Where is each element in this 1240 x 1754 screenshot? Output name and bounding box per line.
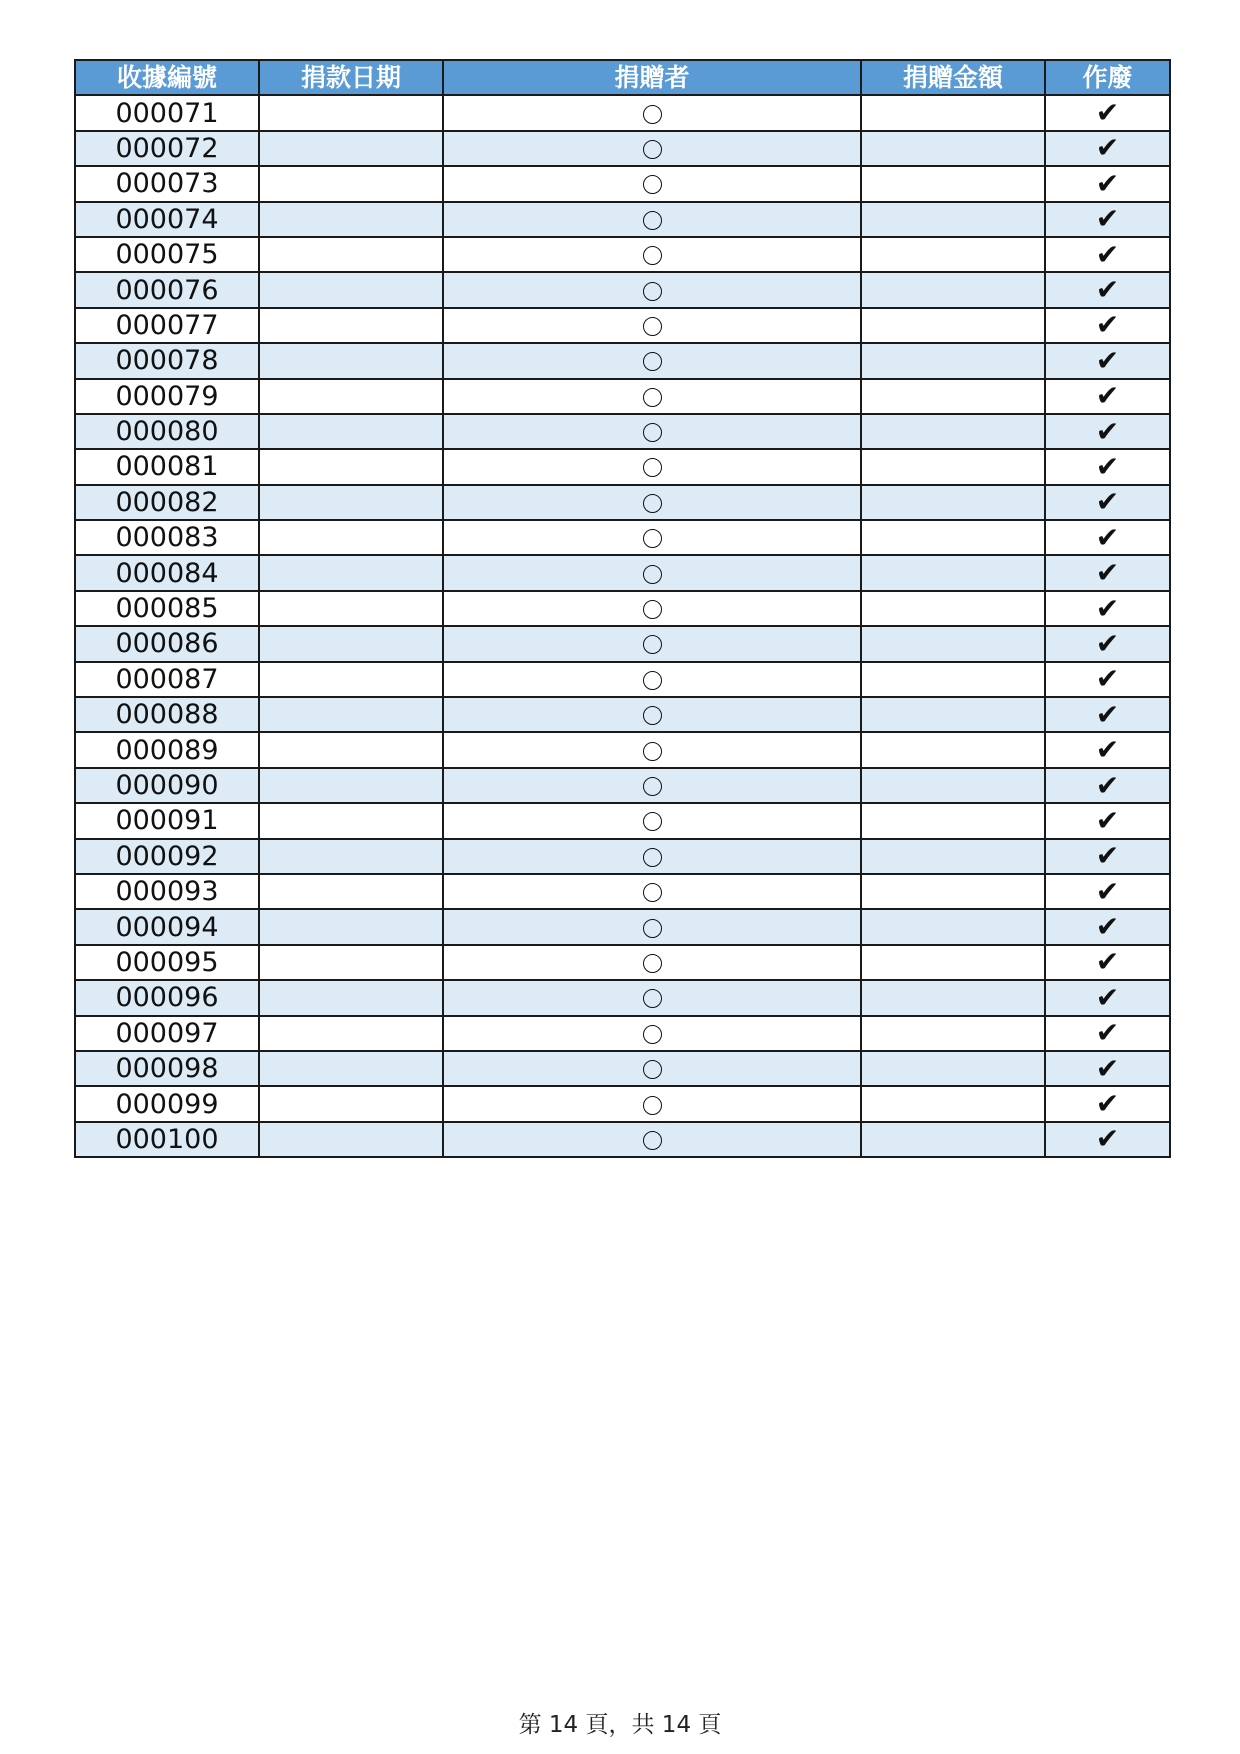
void-cell xyxy=(1045,768,1170,803)
checkmark-icon: ✔ xyxy=(1095,1087,1120,1121)
donor-cell xyxy=(443,343,861,378)
checkmark-icon: ✔ xyxy=(1095,839,1120,873)
receipt-number-cell: 000082 xyxy=(75,485,259,520)
checkmark-icon: ✔ xyxy=(1095,1122,1120,1156)
donation-amount-cell xyxy=(861,626,1045,661)
circle-icon xyxy=(643,140,662,159)
donation-amount-cell xyxy=(861,202,1045,237)
donation-date-cell xyxy=(259,1051,443,1086)
circle-icon xyxy=(643,1096,662,1115)
donor-cell xyxy=(443,166,861,201)
donation-date-cell xyxy=(259,662,443,697)
donor-cell xyxy=(443,520,861,555)
void-cell xyxy=(1045,485,1170,520)
void-cell xyxy=(1045,945,1170,980)
donation-amount-cell xyxy=(861,980,1045,1015)
void-cell xyxy=(1045,449,1170,484)
donation-date-cell xyxy=(259,1122,443,1157)
receipt-number-cell: 000072 xyxy=(75,131,259,166)
table-body xyxy=(75,95,1170,1157)
void-cell xyxy=(1045,980,1170,1015)
table-header xyxy=(75,60,1170,95)
circle-icon xyxy=(643,529,662,548)
checkmark-icon: ✔ xyxy=(1095,449,1120,483)
checkmark-icon: ✔ xyxy=(1095,591,1120,625)
circle-icon xyxy=(643,246,662,265)
header-void: 作廢 xyxy=(1045,60,1170,95)
donation-date-cell xyxy=(259,626,443,661)
table-row xyxy=(75,874,1170,909)
receipt-number-cell: 000093 xyxy=(75,874,259,909)
table-row xyxy=(75,520,1170,555)
circle-icon xyxy=(643,388,662,407)
donor-cell xyxy=(443,945,861,980)
donor-cell xyxy=(443,237,861,272)
donation-date-cell xyxy=(259,1016,443,1051)
donation-date-cell xyxy=(259,839,443,874)
donor-cell xyxy=(443,131,861,166)
donation-date-cell xyxy=(259,166,443,201)
circle-icon xyxy=(643,565,662,584)
donation-date-cell xyxy=(259,803,443,838)
receipt-number-cell: 000085 xyxy=(75,591,259,626)
table-row xyxy=(75,485,1170,520)
donor-cell xyxy=(443,591,861,626)
donation-date-cell xyxy=(259,237,443,272)
table-row xyxy=(75,803,1170,838)
donor-cell xyxy=(443,874,861,909)
receipt-number-cell: 000089 xyxy=(75,732,259,767)
table-row xyxy=(75,839,1170,874)
donation-amount-cell xyxy=(861,449,1045,484)
void-cell xyxy=(1045,591,1170,626)
receipt-number-cell: 000091 xyxy=(75,803,259,838)
void-cell xyxy=(1045,839,1170,874)
void-cell xyxy=(1045,166,1170,201)
donation-date-cell xyxy=(259,202,443,237)
receipt-number-cell: 000086 xyxy=(75,626,259,661)
table-row xyxy=(75,909,1170,944)
donation-amount-cell xyxy=(861,414,1045,449)
checkmark-icon: ✔ xyxy=(1095,520,1120,554)
circle-icon xyxy=(643,1025,662,1044)
void-cell xyxy=(1045,379,1170,414)
circle-icon xyxy=(643,954,662,973)
checkmark-icon: ✔ xyxy=(1095,131,1120,165)
circle-icon xyxy=(643,919,662,938)
table-row xyxy=(75,202,1170,237)
receipt-number-cell: 000090 xyxy=(75,768,259,803)
receipt-number-cell: 000099 xyxy=(75,1086,259,1121)
donation-amount-cell xyxy=(861,803,1045,838)
donation-amount-cell xyxy=(861,697,1045,732)
donation-date-cell xyxy=(259,131,443,166)
checkmark-icon: ✔ xyxy=(1095,96,1120,130)
receipt-number-cell: 000071 xyxy=(75,95,259,130)
donation-date-cell xyxy=(259,945,443,980)
void-cell xyxy=(1045,662,1170,697)
donation-date-cell xyxy=(259,909,443,944)
table-row xyxy=(75,662,1170,697)
donation-amount-cell xyxy=(861,237,1045,272)
donation-amount-cell xyxy=(861,272,1045,307)
header-donation-date: 捐款日期 xyxy=(259,60,443,95)
donor-cell xyxy=(443,768,861,803)
donor-cell xyxy=(443,1122,861,1157)
donor-cell xyxy=(443,626,861,661)
receipt-number-cell: 000074 xyxy=(75,202,259,237)
donation-amount-cell xyxy=(861,1016,1045,1051)
circle-icon xyxy=(643,352,662,371)
table-row xyxy=(75,591,1170,626)
circle-icon xyxy=(643,317,662,336)
void-cell xyxy=(1045,697,1170,732)
checkmark-icon: ✔ xyxy=(1095,733,1120,767)
checkmark-icon: ✔ xyxy=(1095,202,1120,236)
checkmark-icon: ✔ xyxy=(1095,980,1120,1014)
circle-icon xyxy=(643,848,662,867)
table-row xyxy=(75,945,1170,980)
donation-receipt-table xyxy=(74,59,1171,1158)
circle-icon xyxy=(643,423,662,442)
donation-amount-cell xyxy=(861,1122,1045,1157)
checkmark-icon: ✔ xyxy=(1095,414,1120,448)
donation-amount-cell xyxy=(861,131,1045,166)
circle-icon xyxy=(643,211,662,230)
circle-icon xyxy=(643,671,662,690)
checkmark-icon: ✔ xyxy=(1095,485,1120,519)
donation-amount-cell xyxy=(861,343,1045,378)
circle-icon xyxy=(643,742,662,761)
receipt-number-cell: 000100 xyxy=(75,1122,259,1157)
circle-icon xyxy=(643,1131,662,1150)
circle-icon xyxy=(643,883,662,902)
circle-icon xyxy=(643,600,662,619)
donor-cell xyxy=(443,272,861,307)
receipt-number-cell: 000078 xyxy=(75,343,259,378)
table-row xyxy=(75,626,1170,661)
circle-icon xyxy=(643,635,662,654)
table-row xyxy=(75,697,1170,732)
donation-amount-cell xyxy=(861,874,1045,909)
donation-date-cell xyxy=(259,768,443,803)
donation-amount-cell xyxy=(861,945,1045,980)
circle-icon xyxy=(643,175,662,194)
donation-date-cell xyxy=(259,732,443,767)
checkmark-icon: ✔ xyxy=(1095,910,1120,944)
receipt-number-cell: 000083 xyxy=(75,520,259,555)
table-row xyxy=(75,732,1170,767)
circle-icon xyxy=(643,494,662,513)
table-row xyxy=(75,379,1170,414)
donation-amount-cell xyxy=(861,308,1045,343)
void-cell xyxy=(1045,237,1170,272)
receipt-number-cell: 000095 xyxy=(75,945,259,980)
void-cell xyxy=(1045,1051,1170,1086)
donation-date-cell xyxy=(259,697,443,732)
void-cell xyxy=(1045,343,1170,378)
donor-cell xyxy=(443,839,861,874)
donation-amount-cell xyxy=(861,662,1045,697)
void-cell xyxy=(1045,555,1170,590)
donor-cell xyxy=(443,449,861,484)
donation-date-cell xyxy=(259,591,443,626)
checkmark-icon: ✔ xyxy=(1095,697,1120,731)
donation-date-cell xyxy=(259,1086,443,1121)
donor-cell xyxy=(443,732,861,767)
table-row xyxy=(75,131,1170,166)
receipt-number-cell: 000097 xyxy=(75,1016,259,1051)
donation-amount-cell xyxy=(861,95,1045,130)
receipt-number-cell: 000077 xyxy=(75,308,259,343)
circle-icon xyxy=(643,812,662,831)
checkmark-icon: ✔ xyxy=(1095,874,1120,908)
receipt-number-cell: 000087 xyxy=(75,662,259,697)
circle-icon xyxy=(643,777,662,796)
header-donation-amount: 捐贈金額 xyxy=(861,60,1045,95)
checkmark-icon: ✔ xyxy=(1095,237,1120,271)
checkmark-icon: ✔ xyxy=(1095,273,1120,307)
checkmark-icon: ✔ xyxy=(1095,1051,1120,1085)
void-cell xyxy=(1045,414,1170,449)
circle-icon xyxy=(643,105,662,124)
table-row xyxy=(75,768,1170,803)
void-cell xyxy=(1045,308,1170,343)
checkmark-icon: ✔ xyxy=(1095,768,1120,802)
donation-amount-cell xyxy=(861,1086,1045,1121)
table-row xyxy=(75,980,1170,1015)
receipt-number-cell: 000076 xyxy=(75,272,259,307)
donor-cell xyxy=(443,909,861,944)
donor-cell xyxy=(443,95,861,130)
donation-date-cell xyxy=(259,414,443,449)
page-footer: 第 14 頁，共 14 頁 xyxy=(518,1712,722,1738)
table-row xyxy=(75,308,1170,343)
donor-cell xyxy=(443,555,861,590)
void-cell xyxy=(1045,131,1170,166)
donation-date-cell xyxy=(259,95,443,130)
donation-date-cell xyxy=(259,308,443,343)
receipt-number-cell: 000084 xyxy=(75,555,259,590)
donation-amount-cell xyxy=(861,768,1045,803)
donation-date-cell xyxy=(259,520,443,555)
void-cell xyxy=(1045,803,1170,838)
donation-amount-cell xyxy=(861,909,1045,944)
donation-date-cell xyxy=(259,555,443,590)
circle-icon xyxy=(643,458,662,477)
donor-cell xyxy=(443,414,861,449)
header-row xyxy=(75,60,1170,95)
receipt-number-cell: 000088 xyxy=(75,697,259,732)
header-donor: 捐贈者 xyxy=(443,60,861,95)
receipt-number-cell: 000075 xyxy=(75,237,259,272)
donor-cell xyxy=(443,803,861,838)
donation-amount-cell xyxy=(861,591,1045,626)
table-row xyxy=(75,555,1170,590)
circle-icon xyxy=(643,706,662,725)
donation-amount-cell xyxy=(861,839,1045,874)
donation-amount-cell xyxy=(861,379,1045,414)
checkmark-icon: ✔ xyxy=(1095,379,1120,413)
checkmark-icon: ✔ xyxy=(1095,166,1120,200)
donor-cell xyxy=(443,485,861,520)
receipt-number-cell: 000080 xyxy=(75,414,259,449)
table-row xyxy=(75,1016,1170,1051)
void-cell xyxy=(1045,732,1170,767)
donation-date-cell xyxy=(259,449,443,484)
donor-cell xyxy=(443,1051,861,1086)
receipt-number-cell: 000081 xyxy=(75,449,259,484)
donation-amount-cell xyxy=(861,732,1045,767)
table-row xyxy=(75,272,1170,307)
checkmark-icon: ✔ xyxy=(1095,626,1120,660)
checkmark-icon: ✔ xyxy=(1095,308,1120,342)
table-row xyxy=(75,1051,1170,1086)
circle-icon xyxy=(643,1060,662,1079)
donor-cell xyxy=(443,662,861,697)
void-cell xyxy=(1045,1016,1170,1051)
donor-cell xyxy=(443,202,861,237)
header-receipt-number: 收據編號 xyxy=(75,60,259,95)
receipt-number-cell: 000092 xyxy=(75,839,259,874)
donation-date-cell xyxy=(259,980,443,1015)
donor-cell xyxy=(443,1016,861,1051)
donation-amount-cell xyxy=(861,520,1045,555)
void-cell xyxy=(1045,874,1170,909)
table-row xyxy=(75,343,1170,378)
table-row xyxy=(75,237,1170,272)
table-row xyxy=(75,95,1170,130)
checkmark-icon: ✔ xyxy=(1095,662,1120,696)
donation-amount-cell xyxy=(861,166,1045,201)
void-cell xyxy=(1045,272,1170,307)
checkmark-icon: ✔ xyxy=(1095,803,1120,837)
receipt-number-cell: 000096 xyxy=(75,980,259,1015)
receipt-number-cell: 000098 xyxy=(75,1051,259,1086)
table-row xyxy=(75,449,1170,484)
checkmark-icon: ✔ xyxy=(1095,556,1120,590)
donation-amount-cell xyxy=(861,555,1045,590)
circle-icon xyxy=(643,282,662,301)
receipt-number-cell: 000079 xyxy=(75,379,259,414)
donor-cell xyxy=(443,379,861,414)
checkmark-icon: ✔ xyxy=(1095,343,1120,377)
donor-cell xyxy=(443,308,861,343)
void-cell xyxy=(1045,1086,1170,1121)
donation-date-cell xyxy=(259,379,443,414)
receipt-number-cell: 000073 xyxy=(75,166,259,201)
donation-date-cell xyxy=(259,343,443,378)
donation-amount-cell xyxy=(861,485,1045,520)
donation-date-cell xyxy=(259,485,443,520)
donor-cell xyxy=(443,1086,861,1121)
donation-amount-cell xyxy=(861,1051,1045,1086)
void-cell xyxy=(1045,520,1170,555)
donor-cell xyxy=(443,980,861,1015)
table-row xyxy=(75,166,1170,201)
void-cell xyxy=(1045,909,1170,944)
checkmark-icon: ✔ xyxy=(1095,1016,1120,1050)
table-row xyxy=(75,414,1170,449)
receipt-number-cell: 000094 xyxy=(75,909,259,944)
checkmark-icon: ✔ xyxy=(1095,945,1120,979)
void-cell xyxy=(1045,202,1170,237)
donor-cell xyxy=(443,697,861,732)
table-row xyxy=(75,1122,1170,1157)
void-cell xyxy=(1045,95,1170,130)
circle-icon xyxy=(643,989,662,1008)
void-cell xyxy=(1045,626,1170,661)
donation-date-cell xyxy=(259,874,443,909)
table-row xyxy=(75,1086,1170,1121)
donation-date-cell xyxy=(259,272,443,307)
void-cell xyxy=(1045,1122,1170,1157)
